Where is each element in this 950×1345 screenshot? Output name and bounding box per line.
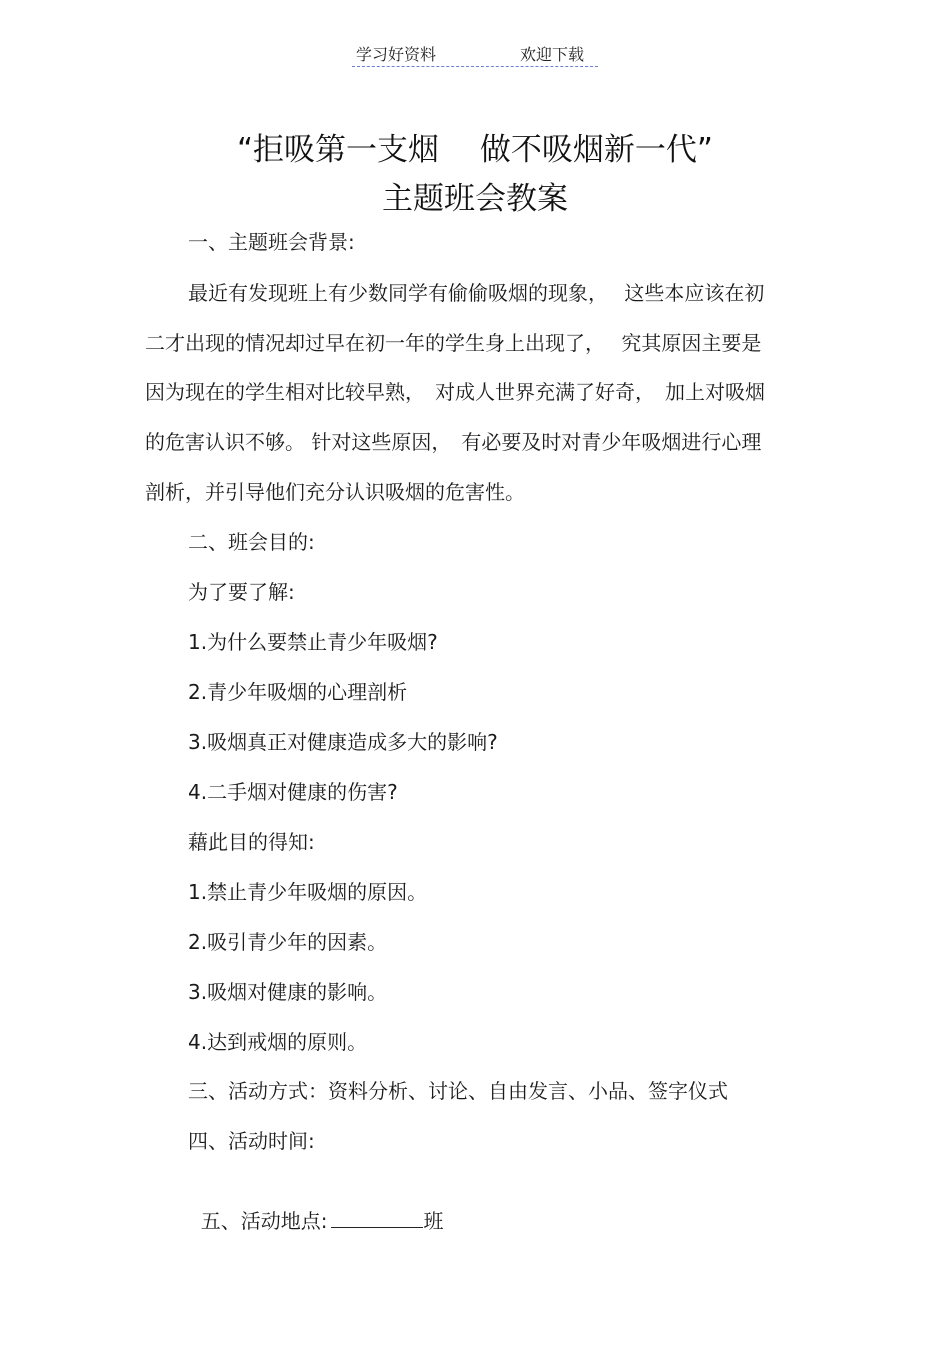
learn-heading: 藉此目的得知: bbox=[188, 830, 315, 854]
activity-method: 三、活动方式：资料分析、讨论、自由发言、小品、签字仪式 bbox=[188, 1079, 728, 1103]
background-paragraph-line: 因为现在的学生相对比较早熟， 对成人世界充满了好奇， 加上对吸烟 bbox=[145, 380, 765, 404]
header-right-text: 欢迎下载 bbox=[520, 45, 585, 64]
understand-item: 2.青少年吸烟的心理剖析 bbox=[188, 680, 408, 704]
background-paragraph-line: 的危害认识不够。 针对这些原因， 有必要及时对青少年吸烟进行心理 bbox=[145, 430, 762, 454]
page-header bbox=[352, 40, 598, 67]
activity-time: 四、活动时间: bbox=[188, 1129, 315, 1153]
background-heading: 一、主题班会背景: bbox=[188, 230, 355, 254]
background-paragraph-line: 最近有发现班上有少数同学有偷偷吸烟的现象， 这些本应该在初 bbox=[188, 281, 765, 305]
activity-place bbox=[188, 1177, 443, 1235]
understand-item: 4.二手烟对健康的伤害? bbox=[188, 780, 398, 804]
activity-place-label: 五、活动地点: bbox=[200, 1209, 328, 1233]
goal-heading: 二、班会目的: bbox=[188, 530, 315, 554]
background-paragraph-line: 二才出现的情况却过早在初一年的学生身上出现了， 究其原因主要是 bbox=[145, 331, 762, 355]
header-left-text: 学习好资料 bbox=[356, 45, 437, 64]
understand-heading: 为了要了解: bbox=[188, 580, 295, 604]
understand-item: 1.为什么要禁止青少年吸烟? bbox=[188, 630, 438, 654]
place-blank-line bbox=[331, 1205, 423, 1228]
activity-place-suffix: 班 bbox=[423, 1209, 444, 1233]
document-title: “拒吸第一支烟 做不吸烟新一代” bbox=[237, 132, 713, 168]
learn-item: 1.禁止青少年吸烟的原因。 bbox=[188, 880, 428, 904]
document-subtitle: 主题班会教案 bbox=[382, 181, 568, 217]
learn-item: 3.吸烟对健康的影响。 bbox=[188, 980, 388, 1004]
background-paragraph-line: 剖析，并引导他们充分认识吸烟的危害性。 bbox=[145, 480, 525, 504]
understand-item: 3.吸烟真正对健康造成多大的影响? bbox=[188, 730, 498, 754]
learn-item: 2.吸引青少年的因素。 bbox=[188, 930, 388, 954]
learn-item: 4.达到戒烟的原则。 bbox=[188, 1030, 368, 1054]
